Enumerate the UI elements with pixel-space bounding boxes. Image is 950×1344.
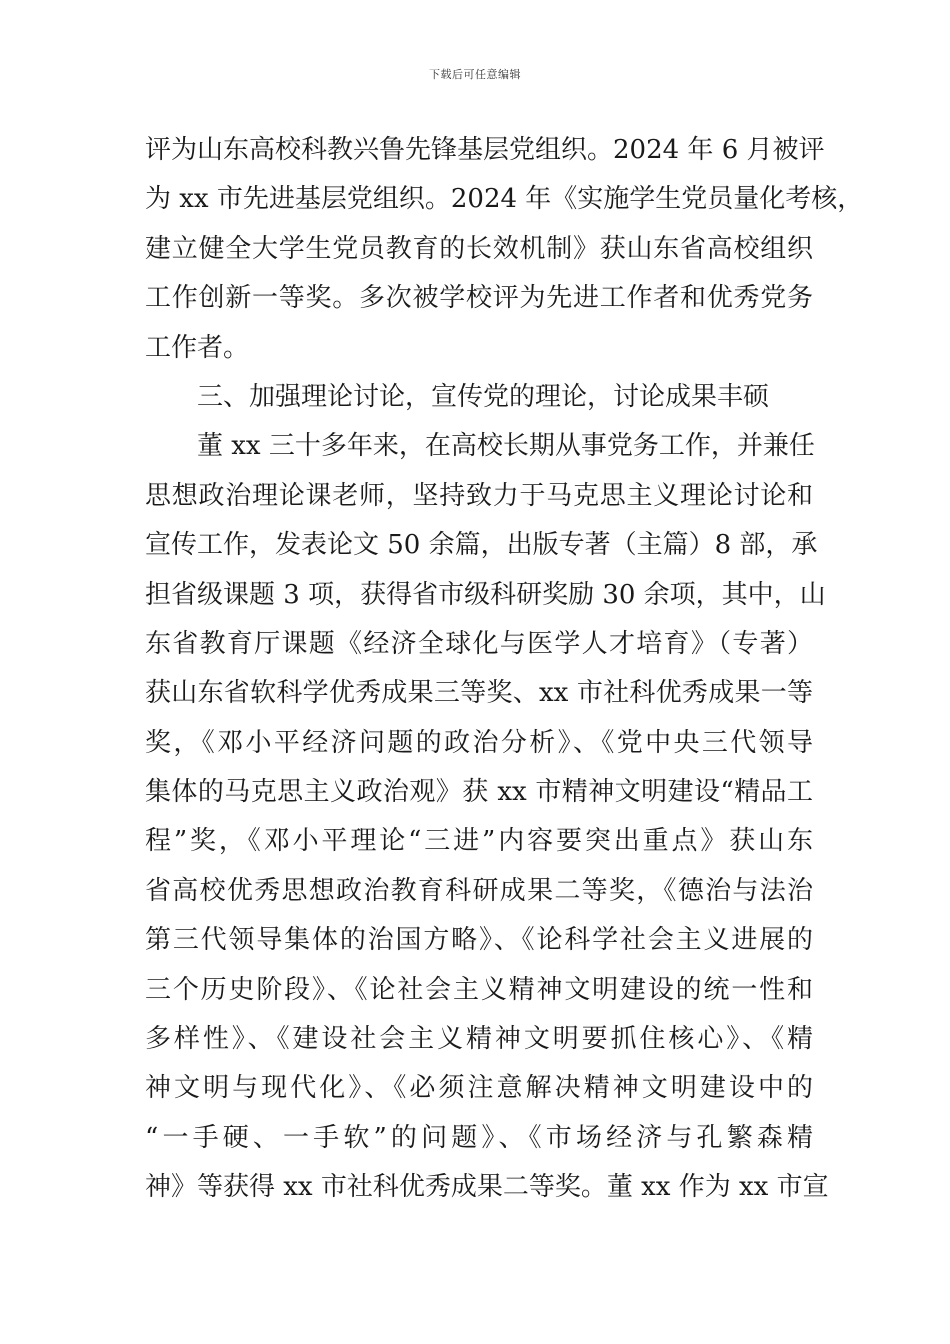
text-line: 评为山东高校科教兴鲁先锋基层党组织。2024 年 6 月被评 (145, 135, 825, 165)
text-line: 建立健全大学生党员教育的长效机制》获山东省高校组织 (145, 233, 813, 264)
paragraph-awards-continued (145, 126, 864, 373)
text-line: 工作创新一等奖。多次被学校评为先进工作者和优秀党务 (145, 283, 813, 314)
section-heading-text: 三、加强理论讨论，宣传党的理论，讨论成果丰硕 (197, 381, 770, 412)
text-line: 工作者。 (145, 332, 250, 363)
text-line: 三个历史阶段》、《论社会主义精神文明建设的统一性和 (145, 974, 813, 1005)
document-body (145, 126, 864, 1213)
text-line: 奖，《邓小平经济问题的政治分析》、《党中央三代领导 (145, 727, 813, 758)
page-header: 下载后可任意编辑 (429, 68, 521, 81)
text-line: 程”奖，《邓小平理论“三进”内容要突出重点》获山东 (145, 826, 813, 857)
text-line: “一手硬、一手软”的问题》、《市场经济与孔繁森精 (145, 1122, 813, 1153)
text-line: 获山东省软科学优秀成果三等奖、xx 市社科优秀成果一等 (145, 678, 813, 709)
section-heading (145, 373, 813, 422)
text-line: 董 xx 三十多年来，在高校长期从事党务工作，并兼任 (197, 431, 815, 462)
text-line: 多样性》、《建设社会主义精神文明要抓住核心》、《精 (145, 1024, 813, 1055)
text-line: 神》等获得 xx 市社科优秀成果二等奖。董 xx 作为 xx 市宣 (145, 1172, 829, 1203)
text-line: 神文明与现代化》、《必须注意解决精神文明建设中的 (145, 1073, 813, 1104)
text-line: 为 xx 市先进基层党组织。2024 年《实施学生党员量化考核， (145, 184, 864, 215)
text-line: 第三代领导集体的治国方略》、《论科学社会主义进展的 (145, 925, 813, 956)
text-line: 宣传工作，发表论文 50 余篇，出版专著（主篇）8 部，承 (145, 530, 818, 561)
text-line: 省高校优秀思想政治教育科研成果二等奖，《德治与法治 (145, 875, 813, 906)
text-line: 担省级课题 3 项，获得省市级科研奖励 30 余项，其中，山 (145, 579, 826, 610)
text-line: 东省教育厅课题《经济全球化与医学人才培育》（专著） (145, 628, 813, 659)
text-line: 思想政治理论课老师，坚持致力于马克思主义理论讨论和 (145, 480, 813, 511)
paragraph-research (145, 422, 829, 1212)
text-line: 集体的马克思主义政治观》获 xx 市精神文明建设“精品工 (145, 777, 813, 808)
